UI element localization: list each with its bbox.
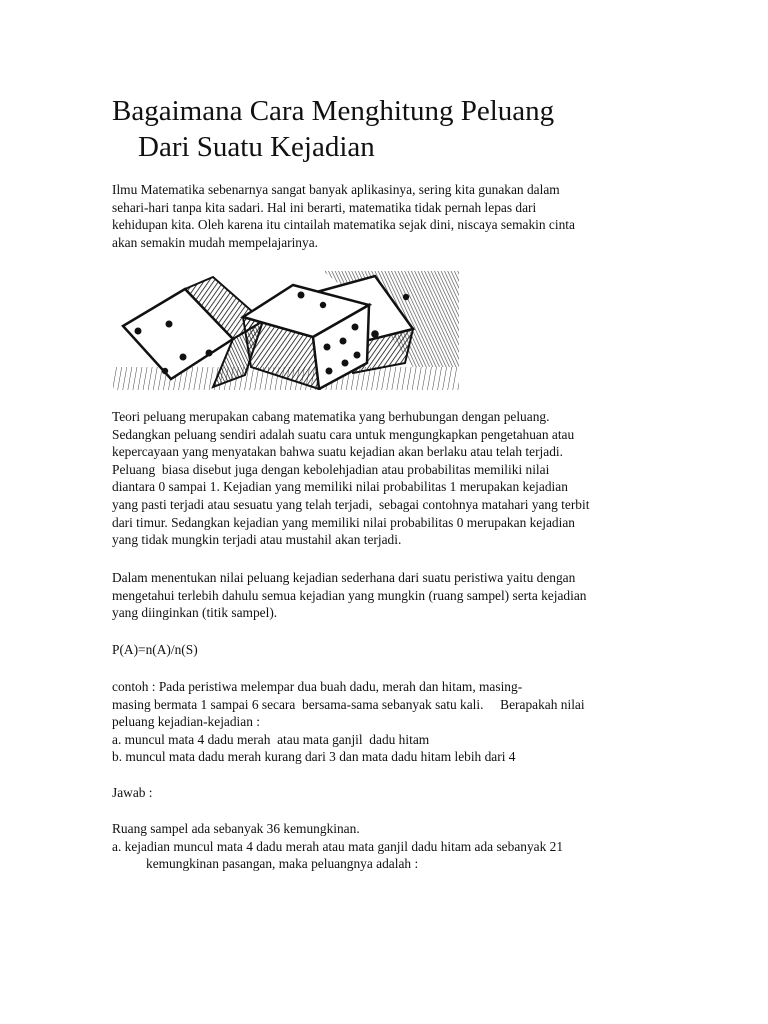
text-line: peluang kejadian-kejadian : xyxy=(112,714,260,730)
text-line: Dalam menentukan nilai peluang kejadian sederhana dari suatu peristiwa yaitu dengan xyxy=(112,570,576,585)
title-line-2: Dari Suatu Kejadian xyxy=(138,131,375,163)
answer-label-text: Jawab : xyxy=(112,785,153,800)
text-line: contoh : Pada peristiwa melempar dua buah dadu, merah dan hitam, masing- xyxy=(112,679,523,694)
text-line: a. kejadian muncul mata 4 dadu merah atau mata ganjil dadu hitam ada sebanyak 21 xyxy=(112,838,564,854)
text-line: yang tidak mungkin terjadi atau mustahil akan terjadi. xyxy=(112,532,402,548)
text-line: mengetahui terlebih dahulu semua kejadian yang mungkin (ruang sampel) serta kejadian xyxy=(112,587,587,603)
text-line: Sedangkan peluang sendiri adalah suatu cara untuk mengungkapkan pengetahuan atau xyxy=(112,426,575,442)
intro-paragraph xyxy=(112,181,672,251)
text-line: a. muncul mata 4 dadu merah atau mata ganjil dadu hitam xyxy=(112,731,430,747)
formula-text: P(A)=n(A)/n(S) xyxy=(112,642,198,657)
text-line: akan semakin mudah mempelajarinya. xyxy=(112,234,318,250)
dice-illustration-icon xyxy=(113,271,459,390)
text-line: yang pasti terjadi atau sesuatu yang telah terjadi, sebagai contohnya matahari yang terbit xyxy=(112,496,590,512)
example-paragraph xyxy=(112,678,672,766)
text-line: Ruang sampel ada sebanyak 36 kemungkinan. xyxy=(112,821,360,836)
text-line: diantara 0 sampai 1. Kejadian yang memiliki nilai probabilitas 1 merupakan kejadian xyxy=(112,479,568,495)
text-line: Ilmu Matematika sebenarnya sangat banyak aplikasinya, sering kita gunakan dalam xyxy=(112,182,560,197)
text-line: Teori peluang merupakan cabang matematika yang berhubungan dengan peluang. xyxy=(112,409,550,424)
title-line-1: Bagaimana Cara Menghitung Peluang xyxy=(112,95,555,127)
text-line: b. muncul mata dadu merah kurang dari 3 dan mata dadu hitam lebih dari 4 xyxy=(112,749,516,765)
answer-label xyxy=(112,784,672,802)
text-line: kehidupan kita. Oleh karena itu cintailah matematika sejak dini, niscaya semakin cinta xyxy=(112,217,575,233)
determine-paragraph xyxy=(112,569,672,622)
text-line: kepercayaan yang menyatakan bahwa suatu kejadian akan berlaku atau telah terjadi. xyxy=(112,444,563,460)
theory-paragraph xyxy=(112,408,672,549)
formula xyxy=(112,641,672,659)
text-line: masing bermata 1 sampai 6 secara bersama-sama sebanyak satu kali. Berapakah nilai xyxy=(112,696,585,712)
text-line: kemungkinan pasangan, maka peluangnya adalah : xyxy=(146,856,419,872)
text-line: sehari-hari tanpa kita sadari. Hal ini berarti, matematika tidak pernah lepas dari xyxy=(112,199,537,215)
text-line: Peluang biasa disebut juga dengan kebolehjadian atau probabilitas memiliki nilai xyxy=(112,461,550,477)
text-line: dari timur. Sedangkan kejadian yang memiliki nilai probabilitas 0 merupakan kejadian xyxy=(112,514,575,530)
text-line: yang diinginkan (titik sampel). xyxy=(112,605,278,621)
page-title xyxy=(112,93,672,165)
answer-paragraph xyxy=(112,820,672,873)
